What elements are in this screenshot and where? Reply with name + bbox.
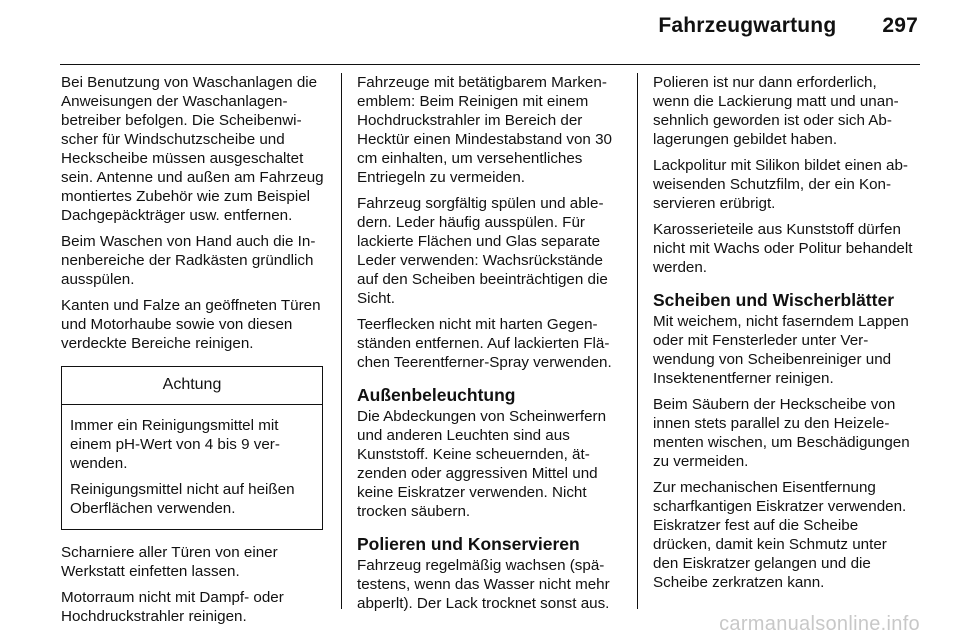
paragraph: Kanten und Falze an geöffneten Türen und Motorhaube sowie von diesen verdeckte Bereiche reinigen. bbox=[61, 297, 321, 352]
paragraph: Bei Benutzung von Waschanlagen die Anweisungen der Waschanlagenbetreiber befolgen. Die Scheibenwischer für Windschutzscheibe und Heckscheibe müssen ausgeschaltet sein. Antenne und außen am Fahrzeug montiertes Zubehör wie zum Beispiel Dachgepäckträger usw. entfernen. bbox=[61, 74, 324, 224]
paragraph: Beim Waschen von Hand auch die Innenbereiche der Radkästen gründlich ausspülen. bbox=[61, 233, 316, 288]
paragraph: Polieren ist nur dann erforderlich, wenn die Lackierung matt und unansehnlich geworden ist oder sich Ablagerungen gebildet haben. bbox=[653, 74, 899, 148]
paragraph: Zur mechanischen Eisentfernung scharfkantigen Eiskratzer verwenden. Eiskratzer fest auf die Scheibe drücken, damit kein Schmutz unter den Eiskratzer gelangen und die Scheibe zerkratzen kann. bbox=[653, 479, 907, 591]
paragraph: Scharniere aller Türen von einer Werkstatt einfetten lassen. bbox=[61, 544, 278, 580]
column-divider-2 bbox=[637, 73, 638, 609]
column-1 bbox=[61, 73, 324, 633]
paragraph: Fahrzeug regelmäßig wachsen (spätestens, wenn das Wasser nicht mehr abperlt). Der Lack trocknet sonst aus. bbox=[357, 557, 610, 612]
page-title: Fahrzeugwartung bbox=[658, 14, 837, 37]
column-divider-1 bbox=[341, 73, 342, 609]
paragraph: Motorraum nicht mit Dampf- oder Hochdruckstrahler reinigen. bbox=[61, 589, 284, 625]
paragraph: Mit weichem, nicht faserndem Lappen oder mit Fensterleder unter Verwendung von Scheibenreiniger und Insektenentferner reinigen. bbox=[653, 313, 909, 387]
watermark: carmanualsonline.info bbox=[719, 613, 920, 635]
section-heading-exterior-lighting: Außenbeleuchtung bbox=[357, 385, 516, 405]
page-number: 297 bbox=[882, 14, 918, 37]
paragraph: Fahrzeug sorgfältig spülen und abledern. Leder häufig ausspülen. Für lackierte Flächen und Glas separate Leder verwenden: Wachsrückstände auf den Scheiben beeinträchtigen die Sicht. bbox=[357, 195, 608, 307]
paragraph: Fahrzeuge mit betätigbarem Markenemblem: Beim Reinigen mit einem Hochdruckstrahler im Bereich der Hecktür einen Mindestabstand von 30 cm einhalten, um versehentliches Entriegeln zu vermeiden. bbox=[357, 74, 612, 186]
section-heading-windows-wipers: Scheiben und Wischerblätter bbox=[653, 290, 895, 310]
paragraph: Karosserieteile aus Kunststoff dürfen nicht mit Wachs oder Politur behandelt werden. bbox=[653, 221, 913, 276]
section-heading-polishing: Polieren und Konservieren bbox=[357, 534, 580, 554]
paragraph: Beim Säubern der Heckscheibe von innen stets parallel zu den Heizelementen wischen, um Beschädigungen zu vermeiden. bbox=[653, 396, 910, 470]
paragraph: Die Abdeckungen von Scheinwerfern und anderen Leuchten sind aus Kunststoff. Keine scheuernden, ätzenden oder aggressiven Mittel und keine Eiskratzer verwenden. Nicht trocken säubern. bbox=[357, 408, 607, 520]
warning-paragraph: Immer ein Reinigungsmittel mit einem pH-Wert von 4 bis 9 verwenden. bbox=[70, 417, 280, 472]
paragraph: Lackpolitur mit Silikon bildet einen abweisenden Schutzfilm, der ein Konservieren erübrigt. bbox=[653, 157, 908, 212]
warning-body bbox=[62, 405, 322, 529]
page-header bbox=[658, 14, 918, 38]
warning-box bbox=[61, 366, 323, 530]
column-2 bbox=[357, 73, 620, 620]
warning-paragraph: Reinigungsmittel nicht auf heißen Oberflächen verwenden. bbox=[70, 481, 295, 517]
paragraph: Teerflecken nicht mit harten Gegenständen entfernen. Auf lackierten Flächen Teerentferner-Spray verwenden. bbox=[357, 316, 612, 371]
column-3 bbox=[653, 73, 916, 599]
warning-title: Achtung bbox=[62, 367, 322, 405]
header-rule bbox=[60, 64, 920, 65]
